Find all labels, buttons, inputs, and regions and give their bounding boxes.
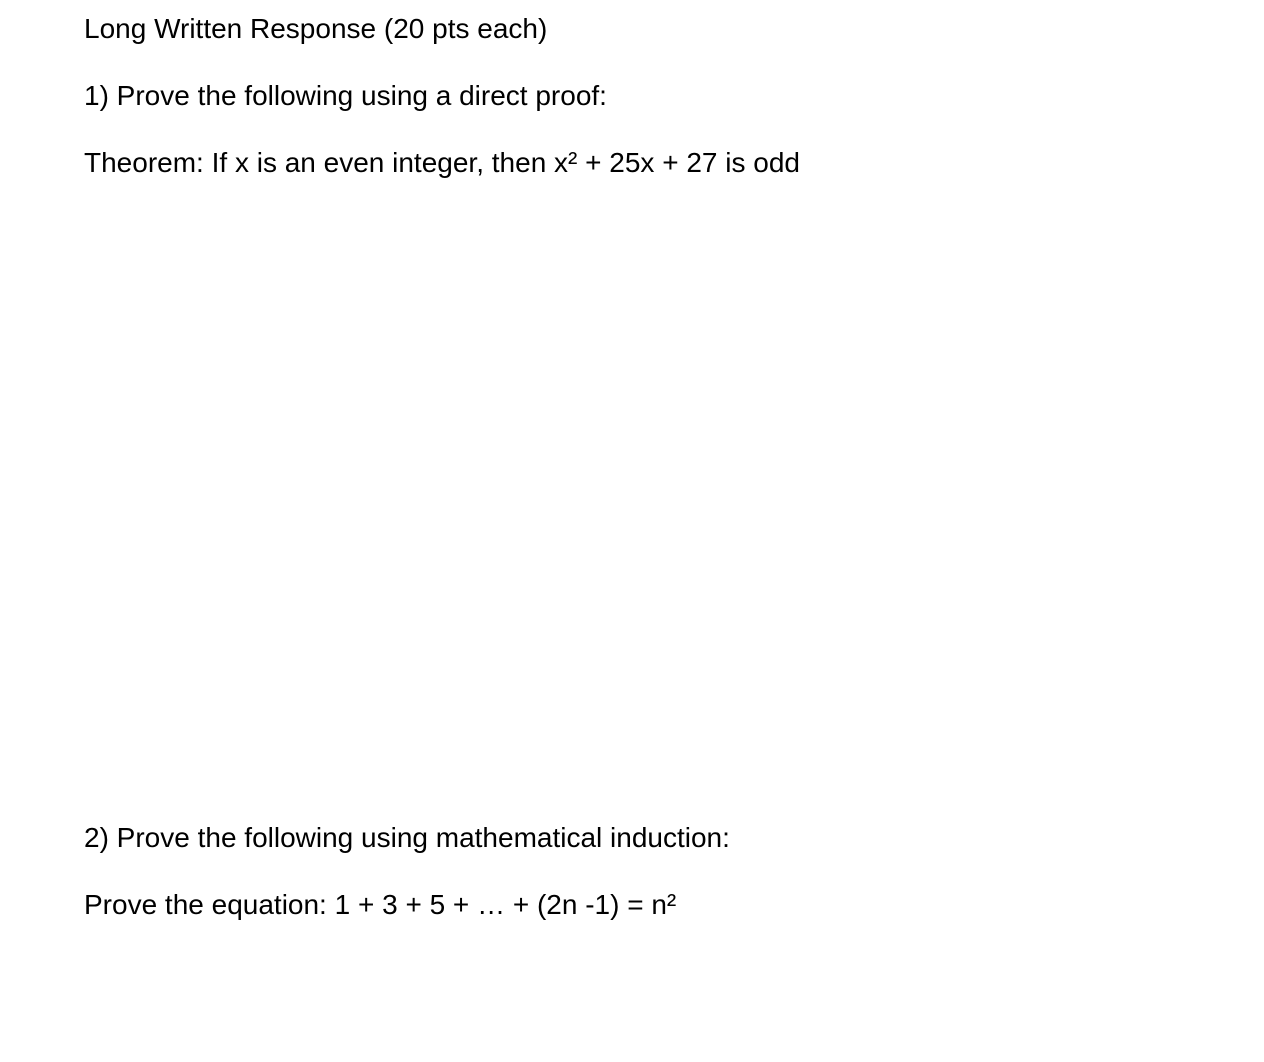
question-2-equation: Prove the equation: 1 + 3 + 5 + … + (2n -1) = n² — [84, 889, 677, 920]
question-1-theorem: Theorem: If x is an even integer, then x² + 25x + 27 is odd — [84, 147, 800, 178]
question-2-prompt: 2) Prove the following using mathematical induction: — [84, 822, 730, 853]
section-heading: Long Written Response (20 pts each) — [84, 13, 548, 44]
question-1-prompt: 1) Prove the following using a direct proof: — [84, 80, 607, 111]
